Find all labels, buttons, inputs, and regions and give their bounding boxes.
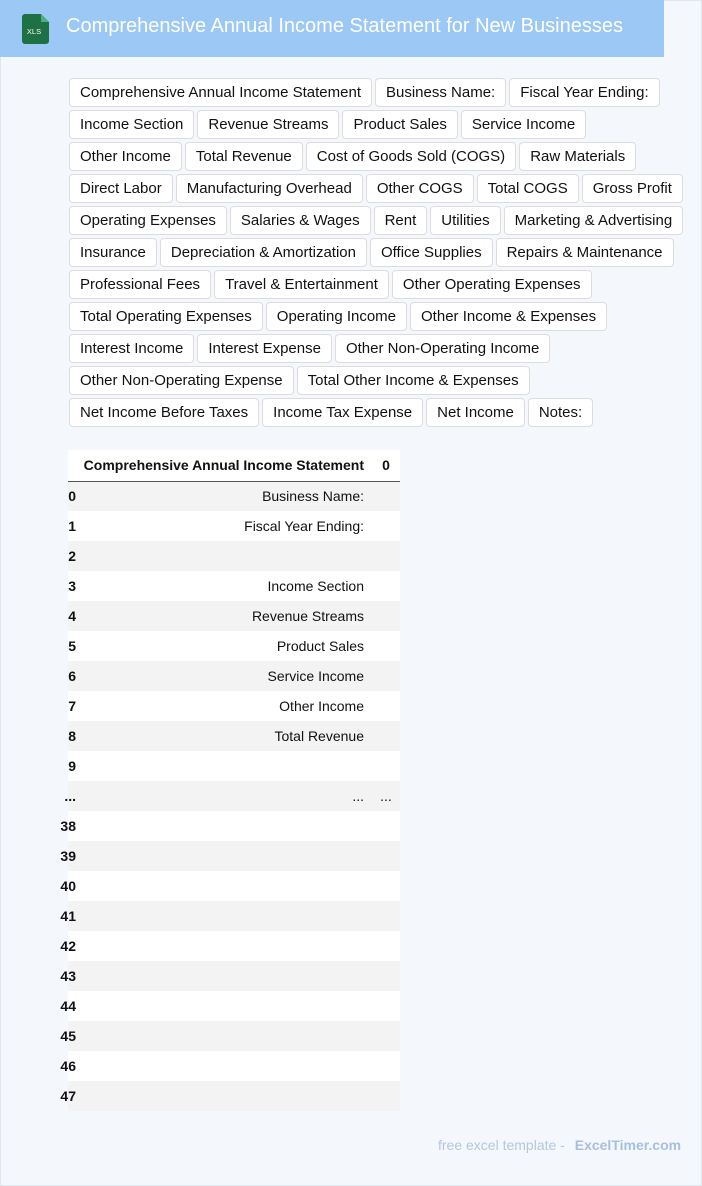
footer-credit — [438, 1137, 681, 1153]
field-tag[interactable]: Total Other Income & Expenses — [297, 366, 530, 395]
brand-link[interactable]: ExcelTimer.com — [574, 1137, 682, 1153]
field-tag[interactable]: Cost of Goods Sold (COGS) — [306, 142, 516, 171]
row-index: 40 — [68, 871, 76, 901]
svg-text:XLS: XLS — [26, 27, 42, 36]
table-row — [68, 511, 400, 541]
table-row — [68, 871, 400, 901]
field-tag[interactable]: Marketing & Advertising — [504, 206, 684, 235]
row-index: 42 — [68, 931, 76, 961]
field-tag[interactable]: Other COGS — [366, 174, 474, 203]
page-title: Comprehensive Annual Income Statement for New Businesses — [66, 15, 623, 37]
cell-col0 — [372, 661, 400, 691]
cell-col0 — [372, 571, 400, 601]
cell-main — [76, 811, 372, 841]
field-tag[interactable]: Office Supplies — [370, 238, 493, 267]
cell-col0 — [372, 901, 400, 931]
cell-col0 — [372, 1021, 400, 1051]
field-tag[interactable]: Professional Fees — [69, 270, 211, 299]
row-index: 8 — [68, 721, 76, 751]
field-tag[interactable]: Other Operating Expenses — [392, 270, 592, 299]
cell-col0 — [372, 1051, 400, 1081]
cell-main — [76, 991, 372, 1021]
table-row — [68, 1051, 400, 1081]
field-tag[interactable]: Fiscal Year Ending: — [509, 78, 659, 107]
cell-main — [76, 901, 372, 931]
title-bar — [0, 0, 664, 57]
field-tag[interactable]: Operating Income — [266, 302, 407, 331]
cell-main: Other Income — [76, 691, 372, 721]
cell-main — [76, 1081, 372, 1111]
column-header-0: 0 — [372, 450, 400, 481]
field-tag[interactable]: Salaries & Wages — [230, 206, 371, 235]
field-tag[interactable]: Other Income — [69, 142, 182, 171]
cell-col0 — [372, 1081, 400, 1111]
cell-main: Service Income — [76, 661, 372, 691]
field-tag-list — [69, 78, 699, 427]
field-tag[interactable]: Interest Income — [69, 334, 194, 363]
cell-col0 — [372, 691, 400, 721]
cell-col0 — [372, 631, 400, 661]
row-index: 38 — [68, 811, 76, 841]
field-tag[interactable]: Direct Labor — [69, 174, 173, 203]
field-tag[interactable]: Comprehensive Annual Income Statement — [69, 78, 372, 107]
field-tag[interactable]: Income Section — [69, 110, 194, 139]
table-row — [68, 1081, 400, 1111]
table-row — [68, 781, 400, 811]
cell-main: Product Sales — [76, 631, 372, 661]
field-tag[interactable]: Net Income — [426, 398, 525, 427]
row-index: 9 — [68, 751, 76, 781]
field-tag[interactable]: Revenue Streams — [197, 110, 339, 139]
row-index: 41 — [68, 901, 76, 931]
table-row — [68, 691, 400, 721]
row-index: 43 — [68, 961, 76, 991]
cell-main: Fiscal Year Ending: — [76, 511, 372, 541]
cell-main: Business Name: — [76, 481, 372, 511]
field-tag[interactable]: Travel & Entertainment — [214, 270, 389, 299]
row-index: 3 — [68, 571, 76, 601]
field-tag[interactable]: Interest Expense — [197, 334, 332, 363]
field-tag[interactable]: Gross Profit — [582, 174, 683, 203]
cell-main — [76, 1021, 372, 1051]
cell-col0 — [372, 871, 400, 901]
cell-col0 — [372, 961, 400, 991]
data-preview-table — [60, 450, 400, 1111]
cell-col0: ... — [372, 781, 400, 811]
row-index: 5 — [68, 631, 76, 661]
table-row — [68, 991, 400, 1021]
cell-main — [76, 931, 372, 961]
index-header — [68, 450, 76, 481]
table-row — [68, 721, 400, 751]
cell-main — [76, 541, 372, 571]
field-tag[interactable]: Total Revenue — [185, 142, 303, 171]
cell-col0 — [372, 811, 400, 841]
row-index: 7 — [68, 691, 76, 721]
cell-col0 — [372, 721, 400, 751]
row-index: 1 — [68, 511, 76, 541]
cell-main — [76, 871, 372, 901]
field-tag[interactable]: Rent — [374, 206, 428, 235]
row-index: 44 — [68, 991, 76, 1021]
cell-col0 — [372, 601, 400, 631]
row-index: 6 — [68, 661, 76, 691]
field-tag[interactable]: Total Operating Expenses — [69, 302, 263, 331]
cell-main: ... — [76, 781, 372, 811]
cell-main — [76, 961, 372, 991]
row-index: 2 — [68, 541, 76, 571]
table-row — [68, 541, 400, 571]
cell-col0 — [372, 541, 400, 571]
table-header-row — [68, 450, 400, 481]
table-row — [68, 1021, 400, 1051]
table-row — [68, 631, 400, 661]
row-index: ... — [68, 781, 76, 811]
row-index: 39 — [68, 841, 76, 871]
column-header-main: Comprehensive Annual Income Statement — [76, 450, 372, 481]
field-tag[interactable]: Notes: — [528, 398, 593, 427]
field-tag[interactable]: Utilities — [430, 206, 500, 235]
cell-main: Income Section — [76, 571, 372, 601]
field-tag[interactable]: Income Tax Expense — [262, 398, 423, 427]
field-tag[interactable]: Raw Materials — [519, 142, 636, 171]
cell-col0 — [372, 841, 400, 871]
row-index: 47 — [68, 1081, 76, 1111]
field-tag[interactable]: Repairs & Maintenance — [496, 238, 674, 267]
field-tag[interactable]: Other Income & Expenses — [410, 302, 607, 331]
cell-main: Total Revenue — [76, 721, 372, 751]
table-row — [68, 841, 400, 871]
field-tag[interactable]: Product Sales — [342, 110, 457, 139]
footer-prefix: free excel template - — [438, 1137, 565, 1153]
table-row — [68, 751, 400, 781]
cell-main — [76, 1051, 372, 1081]
table-row — [68, 901, 400, 931]
field-tag[interactable]: Depreciation & Amortization — [160, 238, 367, 267]
field-tag[interactable]: Insurance — [69, 238, 157, 267]
table-row — [68, 961, 400, 991]
cell-main: Revenue Streams — [76, 601, 372, 631]
table-row — [68, 811, 400, 841]
table-row — [68, 661, 400, 691]
field-tag[interactable]: Business Name: — [375, 78, 506, 107]
row-index: 4 — [68, 601, 76, 631]
row-index: 0 — [68, 481, 76, 511]
table-row — [68, 601, 400, 631]
row-index: 46 — [68, 1051, 76, 1081]
cell-main — [76, 751, 372, 781]
field-tag[interactable]: Other Non-Operating Expense — [69, 366, 294, 395]
field-tag[interactable]: Other Non-Operating Income — [335, 334, 550, 363]
cell-col0 — [372, 511, 400, 541]
cell-main — [76, 841, 372, 871]
row-index: 45 — [68, 1021, 76, 1051]
table-row — [68, 931, 400, 961]
cell-col0 — [372, 991, 400, 1021]
cell-col0 — [372, 931, 400, 961]
excel-file-icon — [22, 14, 50, 44]
field-tag[interactable]: Total COGS — [477, 174, 579, 203]
field-tag[interactable]: Operating Expenses — [69, 206, 227, 235]
field-tag[interactable]: Manufacturing Overhead — [176, 174, 363, 203]
cell-col0 — [372, 751, 400, 781]
table-row — [68, 571, 400, 601]
cell-col0 — [372, 481, 400, 511]
field-tag[interactable]: Net Income Before Taxes — [69, 398, 259, 427]
table-row — [68, 481, 400, 511]
field-tag[interactable]: Service Income — [461, 110, 586, 139]
